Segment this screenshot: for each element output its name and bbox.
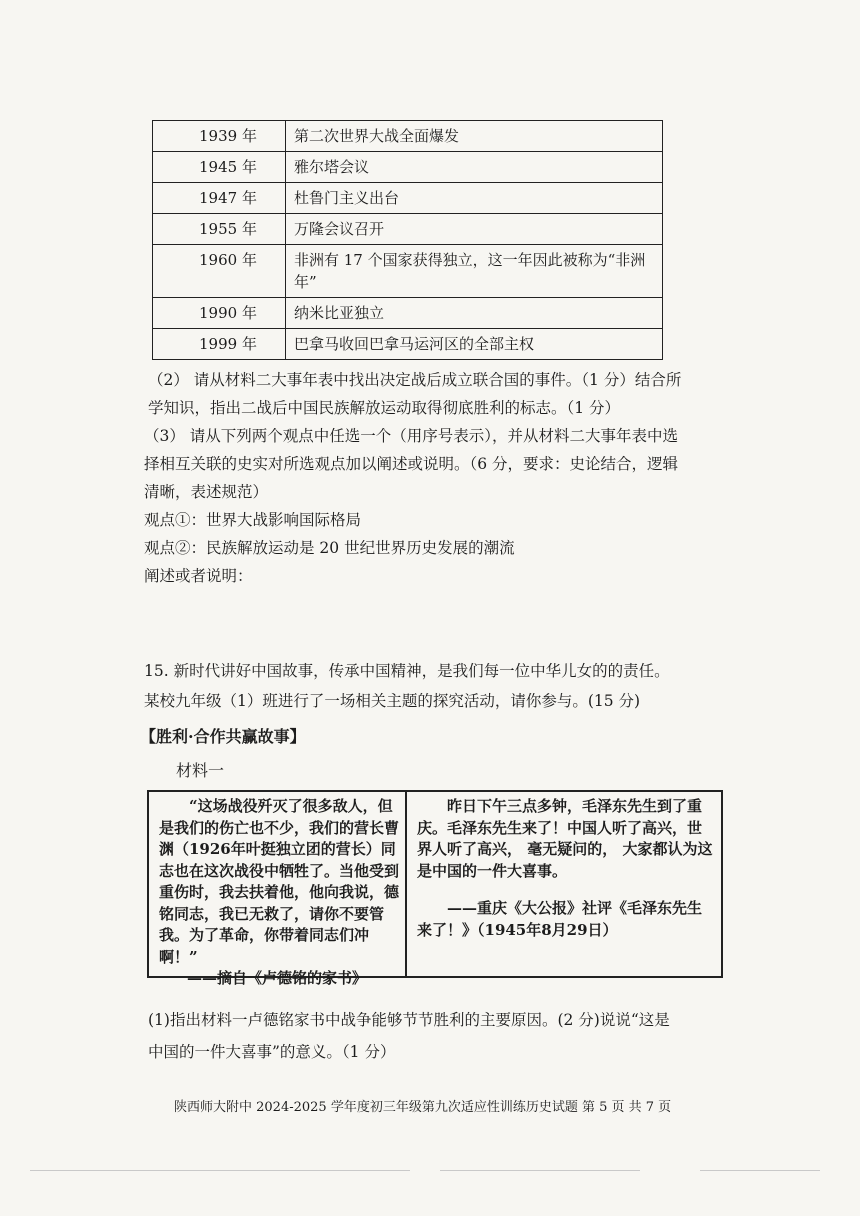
year-cell: 1955 年 — [153, 214, 286, 245]
letter-source: ——摘自《卢德铭的家书》 — [187, 969, 368, 987]
scan-artifact — [30, 1170, 410, 1171]
question-2 — [148, 366, 681, 422]
event-cell: 巴拿马收回巴拿马运河区的全部主权 — [286, 329, 663, 360]
letter-text: “这场战役歼灭了很多敌人，但是我们的伤亡也不少，我们的营长曹渊（1926年叶挺独立团的营长）同志也在这次战役中牺牲了。当他受到重伤时，我去扶着他，他向我说，德铭同志，我已无救了，请你不要管我。为了革命，你带着同志们冲啊！” — [159, 797, 400, 966]
event-cell: 雅尔塔会议 — [286, 152, 663, 183]
question-15-line: 某校九年级（1）班进行了一场相关主题的探究活动，请你参与。(15 分) — [144, 692, 641, 710]
question-15-line: 15. 新时代讲好中国故事，传承中国精神，是我们每一位中华儿女的的责任。 — [144, 662, 670, 680]
question-3-line: 清晰，表述规范） — [144, 483, 269, 501]
year-cell: 1990 年 — [153, 298, 286, 329]
viewpoint-2: 观点②：民族解放运动是 20 世纪世界历史发展的潮流 — [144, 539, 515, 557]
table-row — [153, 329, 663, 360]
event-cell: 万隆会议召开 — [286, 214, 663, 245]
question-3 — [144, 422, 678, 590]
event-cell: 第二次世界大战全面爆发 — [286, 121, 663, 152]
event-cell: 非洲有 17 个国家获得独立，这一年因此被称为“非洲年” — [286, 245, 663, 298]
material-newspaper — [407, 792, 721, 976]
table-row — [153, 183, 663, 214]
section-title: 【胜利·合作共赢故事】 — [140, 727, 306, 746]
event-cell: 纳米比亚独立 — [286, 298, 663, 329]
page-footer: 陕西师大附中 2024-2025 学年度初三年级第九次适应性训练历史试题 第 5 页 共 7 页 — [174, 1100, 672, 1115]
scan-artifact — [700, 1170, 820, 1171]
question-2-line: 学知识，指出二战后中国民族解放运动取得彻底胜利的标志。（1 分） — [148, 399, 621, 417]
newspaper-source: ——重庆《大公报》社评《毛泽东先生来了！》（1945年8月29日） — [417, 899, 703, 939]
scan-artifact — [440, 1170, 640, 1171]
material-letter — [149, 792, 407, 987]
year-cell: 1960 年 — [153, 245, 286, 298]
material-box — [147, 790, 723, 987]
year-cell: 1939 年 — [153, 121, 286, 152]
question-15-1-line: (1)指出材料一卢德铭家书中战争能够节节胜利的主要原因。(2 分)说说“这是 — [148, 1011, 670, 1029]
material-title: 材料一 — [176, 761, 225, 780]
year-cell: 1945 年 — [153, 152, 286, 183]
table-row — [153, 298, 663, 329]
table-row — [153, 121, 663, 152]
question-2-line: （2） 请从材料二大事年表中找出决定战后成立联合国的事件。（1 分）结合所 — [148, 371, 682, 389]
viewpoint-1: 观点①：世界大战影响国际格局 — [144, 511, 362, 529]
question-3-line: （3） 请从下列两个观点中任选一个（用序号表示），并从材料二大事年表中选 — [144, 427, 679, 445]
table-row — [153, 214, 663, 245]
year-cell: 1947 年 — [153, 183, 286, 214]
event-cell: 杜鲁门主义出台 — [286, 183, 663, 214]
question-15-1-line: 中国的一件大喜事”的意义。（1 分） — [148, 1043, 396, 1061]
table-row — [153, 245, 663, 298]
newspaper-text: 昨日下午三点多钟，毛泽东先生到了重庆。毛泽东先生来了！中国人听了高兴，世界人听了高兴， 毫无疑问的， 大家都认为这是中国的一件大喜事。 — [417, 797, 713, 880]
question-3-line: 择相互关联的史实对所选观点加以阐述或说明。（6 分，要求：史论结合，逻辑 — [144, 455, 679, 473]
question-15-1 — [148, 1004, 670, 1068]
year-cell: 1999 年 — [153, 329, 286, 360]
question-15 — [144, 656, 670, 716]
table-row — [153, 152, 663, 183]
answer-prompt: 阐述或者说明： — [144, 567, 253, 585]
timeline-table — [152, 120, 663, 360]
